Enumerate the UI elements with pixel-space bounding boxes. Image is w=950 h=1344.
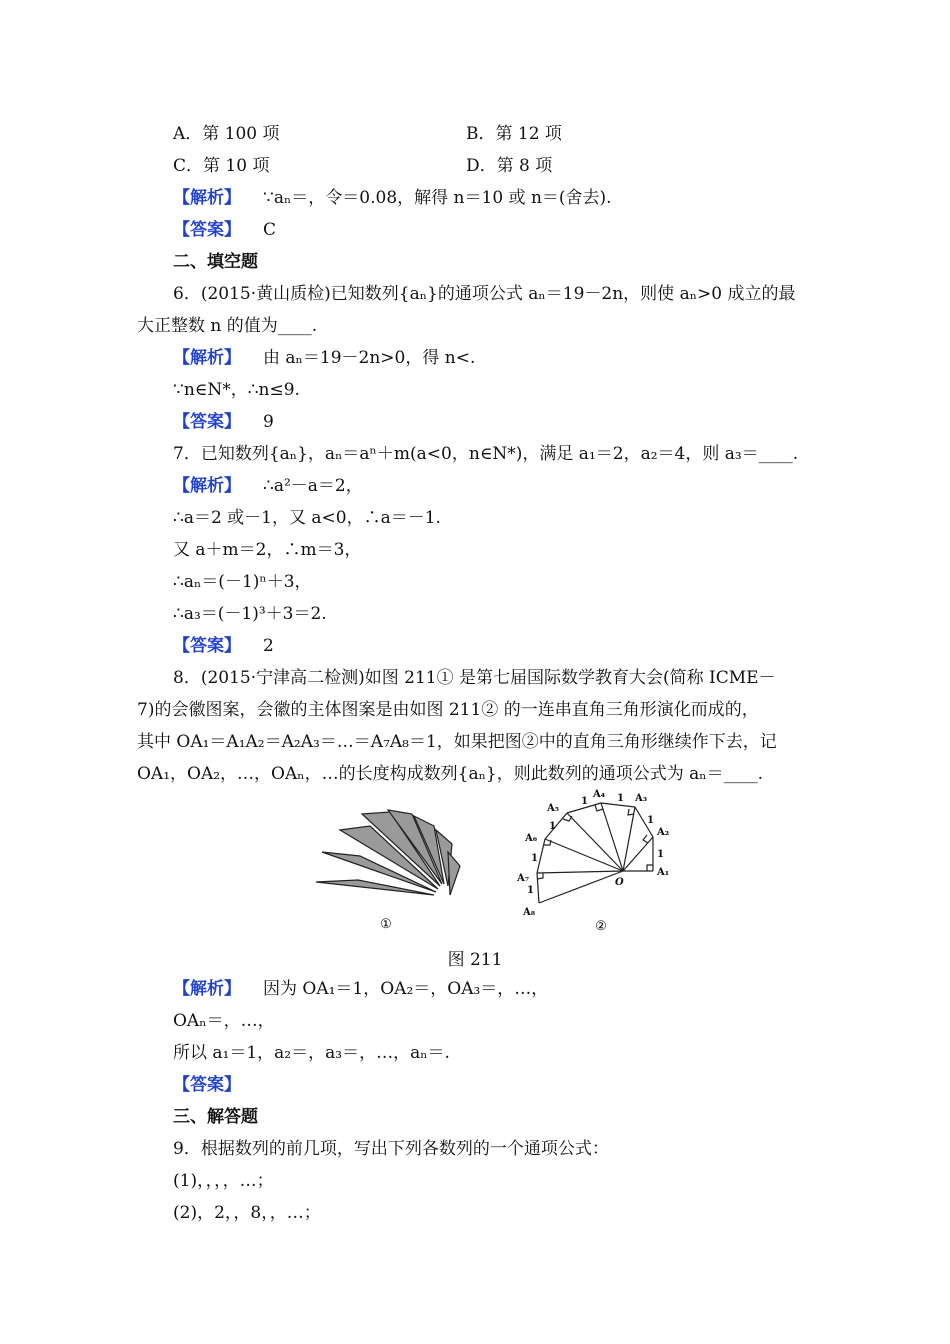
q7-analysis xyxy=(173,475,363,497)
analysis-tag: 【解析】 xyxy=(173,348,241,368)
unit-label: 1 xyxy=(527,885,534,896)
q8-analysis-text: 因为 OA₁＝1，OA₂＝，OA₃＝，…， xyxy=(263,979,549,999)
answer-tag: 【答案】 xyxy=(173,220,241,240)
q9-part1: (1)，，，，…； xyxy=(173,1171,274,1191)
option-c: C．第 10 项 xyxy=(173,156,270,176)
q8-stem-line4: OA₁，OA₂，…，OAₙ，…的长度构成数列{aₙ}，则此数列的通项公式为 aₙ＝____. xyxy=(137,764,764,784)
unit-label: 1 xyxy=(657,849,664,860)
unit-label: 1 xyxy=(549,821,556,832)
unit-label: 1 xyxy=(581,796,588,807)
q5-analysis-text: ∵aₙ＝，令＝0.08，解得 n＝10 或 n＝(舍去). xyxy=(263,188,612,208)
q6-stem-line1: 6．(2015·黄山质检)已知数列{aₙ}的通项公式 aₙ＝19－2n，则使 aₙ>0 成立的最 xyxy=(173,284,796,304)
q5-answer xyxy=(173,219,276,241)
option-b: B．第 12 项 xyxy=(466,124,562,144)
q7-stem: 7．已知数列{aₙ}，aₙ＝aⁿ＋m(a<0，n∈N*)，满足 a₁＝2，a₂＝4，则 a₃＝____. xyxy=(173,444,799,464)
section-fill-in-title: 二、填空题 xyxy=(173,252,258,272)
q6-answer xyxy=(173,411,274,433)
spiral-triangles-figure xyxy=(505,785,690,940)
label-A4: A₄ xyxy=(593,789,606,800)
label-A5: A₅ xyxy=(547,803,560,814)
logo-triangles xyxy=(316,810,460,895)
q6-analysis-text: 由 aₙ＝19－2n>0，得 n<. xyxy=(263,348,476,368)
answer-tag: 【答案】 xyxy=(173,636,241,656)
q6-step: ∵n∈N*，∴n≤9. xyxy=(173,380,300,400)
q8-analysis xyxy=(173,978,548,1000)
q8-stem-line1: 8．(2015·宁津高二检测)如图 211① 是第七届国际数学教育大会(简称 ICME－ xyxy=(173,668,776,688)
q7-step1: ∴a＝2 或－1，又 a<0，∴a＝－1. xyxy=(173,508,441,528)
q8-stem-line3: 其中 OA₁＝A₁A₂＝A₂A₃＝…＝A₇A₈＝1，如果把图②中的直角三角形继续作下去，记 xyxy=(137,732,777,752)
figure-caption: 图 211 xyxy=(447,950,503,970)
q9-part2: (2)，2，，8，，…； xyxy=(173,1203,321,1223)
analysis-tag: 【解析】 xyxy=(173,476,241,496)
q7-analysis-text: ∴a²－a＝2， xyxy=(263,476,363,496)
q5-analysis xyxy=(173,187,612,209)
option-a: A．第 100 项 xyxy=(173,124,280,144)
q8-answer xyxy=(173,1074,263,1096)
analysis-tag: 【解析】 xyxy=(173,979,241,999)
section-solve-title: 三、解答题 xyxy=(173,1107,258,1127)
answer-tag: 【答案】 xyxy=(173,1075,241,1095)
q8-stem-line2: 7)的会徽图案，会徽的主体图案是由如图 211② 的一连串直角三角形演化而成的， xyxy=(137,700,759,720)
unit-label: 1 xyxy=(531,853,538,864)
analysis-tag: 【解析】 xyxy=(173,188,241,208)
q6-answer-text: 9 xyxy=(263,412,274,432)
label-A7: A₇ xyxy=(517,873,530,884)
answer-tag: 【答案】 xyxy=(173,412,241,432)
unit-label: 1 xyxy=(617,793,624,804)
q7-step3: ∴aₙ＝(－1)ⁿ＋3， xyxy=(173,572,312,592)
fig1-label: ① xyxy=(380,917,392,932)
q6-analysis xyxy=(173,347,475,369)
q5-answer-text: C xyxy=(263,220,277,240)
q8-step1: OAₙ＝，…， xyxy=(173,1011,275,1031)
label-O: O xyxy=(615,877,624,888)
q7-answer-text: 2 xyxy=(263,636,274,656)
option-d: D．第 8 项 xyxy=(466,156,553,176)
icme-logo-figure xyxy=(300,800,480,945)
q7-step4: ∴a₃＝(－1)³＋3＝2. xyxy=(173,604,327,624)
label-A2: A₂ xyxy=(657,827,670,838)
q6-stem-line2: 大正整数 n 的值为____. xyxy=(137,316,318,336)
unit-label: 1 xyxy=(647,815,654,826)
label-A6: A₆ xyxy=(525,833,538,844)
fig2-label: ② xyxy=(595,919,607,934)
q7-answer xyxy=(173,635,274,657)
q9-stem: 9．根据数列的前几项，写出下列各数列的一个通项公式： xyxy=(173,1139,609,1159)
label-A1: A₁ xyxy=(657,867,670,878)
label-A3: A₃ xyxy=(635,793,648,804)
q8-step2: 所以 a₁＝1，a₂＝，a₃＝，…，aₙ＝. xyxy=(173,1043,450,1063)
q7-step2: 又 a＋m＝2，∴m＝3， xyxy=(173,540,362,560)
label-A8: A₈ xyxy=(523,907,536,918)
